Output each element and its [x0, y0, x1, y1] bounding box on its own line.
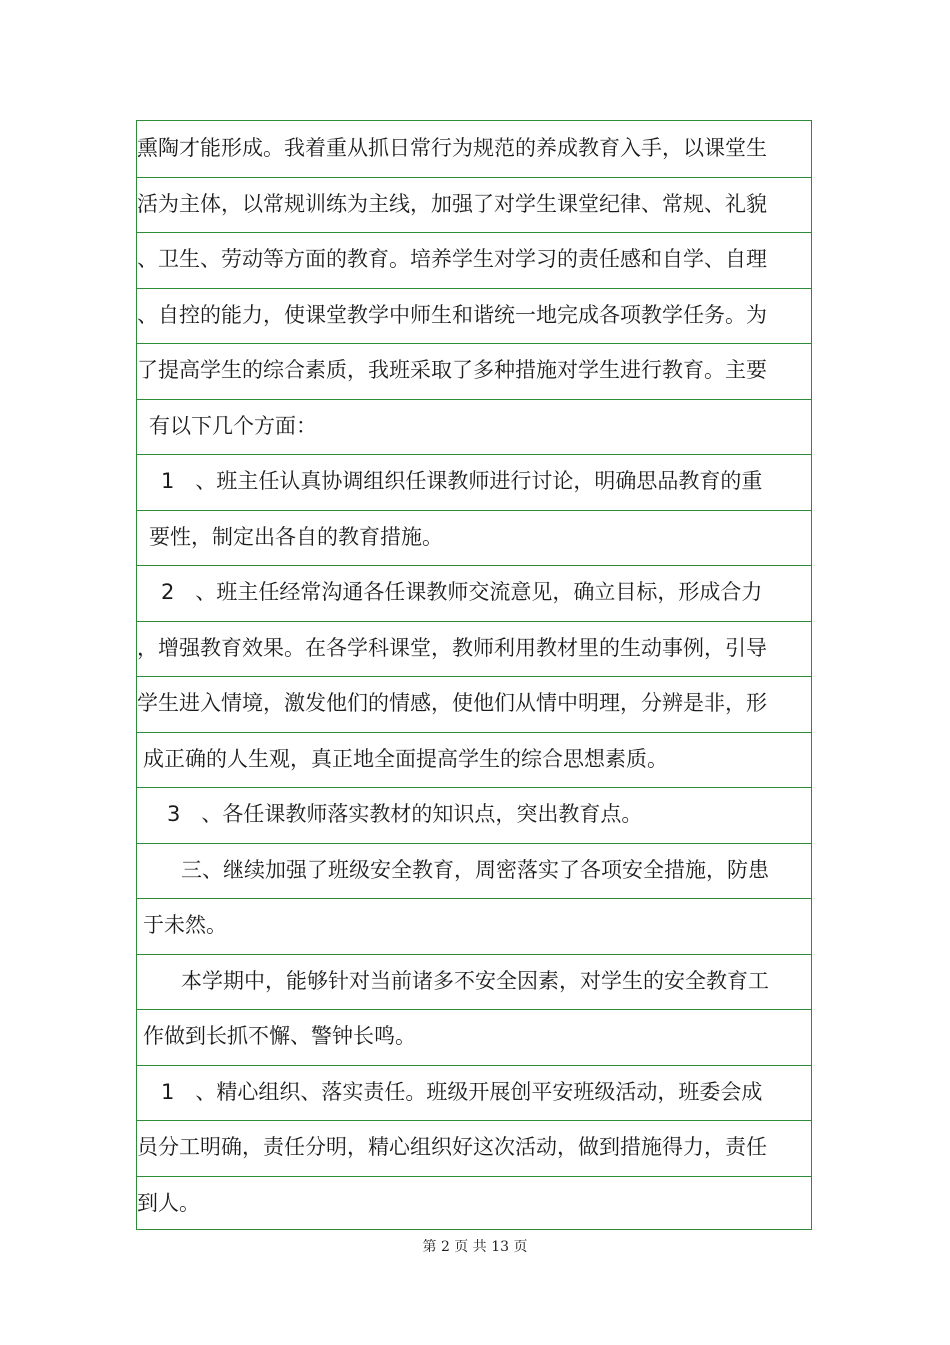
- ruled-line: [137, 454, 811, 455]
- ruled-line: [137, 676, 811, 677]
- text-line: 于未然。: [143, 913, 227, 937]
- text-line: 、自控的能力，使课堂教学中师生和谐统一地完成各项教学任务。为: [137, 302, 767, 327]
- ruled-line: [137, 1176, 811, 1177]
- ruled-line: [137, 232, 811, 233]
- ruled-line: [137, 732, 811, 733]
- ruled-line: [137, 954, 811, 955]
- ruled-line: [137, 565, 811, 566]
- text-line: 作做到长抓不懈、警钟长鸣。: [143, 1024, 416, 1048]
- text-line: 有以下几个方面：: [149, 413, 317, 438]
- ruled-line: [137, 510, 811, 511]
- page-number-footer: 第 2 页 共 13 页: [422, 1239, 528, 1255]
- text-line: 、卫生、劳动等方面的教育。培养学生对学习的责任感和自学、自理: [137, 247, 767, 271]
- ruled-text-area: [136, 120, 812, 1230]
- text-line: 员分工明确，责任分明，精心组织好这次活动，做到措施得力，责任: [137, 1135, 767, 1159]
- text-line: 3 、各任课教师落实教材的知识点，突出教育点。: [167, 802, 643, 826]
- ruled-line: [137, 288, 811, 289]
- ruled-line: [137, 843, 811, 844]
- ruled-line: [137, 621, 811, 622]
- text-line: ，增强教育效果。在各学科课堂，教师利用教材里的生动事例，引导: [137, 635, 767, 660]
- ruled-line: [137, 1009, 811, 1010]
- text-line: 了提高学生的综合素质，我班采取了多种措施对学生进行教育。主要: [137, 358, 767, 382]
- ruled-line: [137, 1065, 811, 1066]
- text-line: 本学期中，能够针对当前诸多不安全因素，对学生的安全教育工: [181, 968, 769, 993]
- text-line: 1 、班主任认真协调组织任课教师进行讨论，明确思品教育的重: [161, 469, 763, 493]
- ruled-line: [137, 177, 811, 178]
- ruled-line: [137, 343, 811, 344]
- text-line: 三、继续加强了班级安全教育，周密落实了各项安全措施，防患: [181, 857, 769, 882]
- ruled-line: [137, 787, 811, 788]
- text-line: 学生进入情境，激发他们的情感，使他们从情中明理，分辨是非，形: [137, 691, 767, 715]
- text-line: 1 、精心组织、落实责任。班级开展创平安班级活动，班委会成: [161, 1079, 763, 1104]
- text-line: 要性，制定出各自的教育措施。: [149, 524, 443, 549]
- ruled-line: [137, 399, 811, 400]
- text-line: 活为主体，以常规训练为主线，加强了对学生课堂纪律、常规、礼貌: [137, 191, 767, 216]
- text-line: 成正确的人生观，真正地全面提高学生的综合思想素质。: [143, 746, 668, 771]
- text-line: 2 、班主任经常沟通各任课教师交流意见，确立目标，形成合力: [161, 580, 763, 604]
- ruled-line: [137, 1120, 811, 1121]
- ruled-line: [137, 898, 811, 899]
- text-line: 熏陶才能形成。我着重从抓日常行为规范的养成教育入手，以课堂生: [137, 136, 767, 160]
- text-line: 到人。: [137, 1190, 200, 1215]
